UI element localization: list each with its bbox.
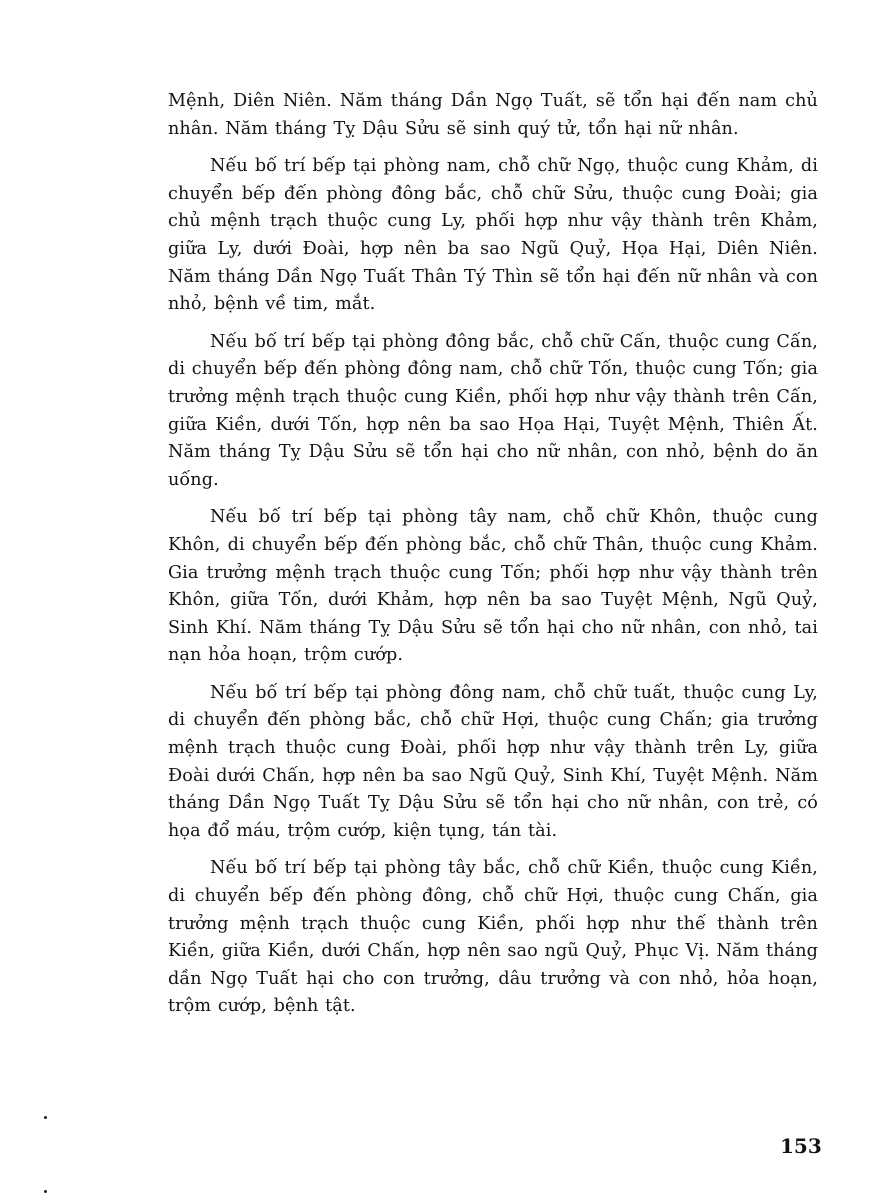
- paragraph-4: Nếu bố trí bếp tại phòng tây nam, chỗ chữ Khôn, thuộc cung Khôn, di chuyển bếp đến phòng bắc, chỗ chữ Thân, thuộc cung Khảm. Gia trưởng mệnh trạch thuộc cung Tốn; phối hợp như vậy thành trên Khôn, giữa Tốn, dưới Khảm, hợp nên ba sao Tuyệt Mệnh, Ngũ Quỷ, Sinh Khí. Năm tháng Tỵ Dậu Sửu sẽ tổn hại cho nữ nhân, con nhỏ, tai nạn hỏa hoạn, trộm cướp.: [168, 507, 818, 666]
- paragraph-2: Nếu bố trí bếp tại phòng nam, chỗ chữ Ngọ, thuộc cung Khảm, di chuyển bếp đến phòng đông bắc, chỗ chữ Sửu, thuộc cung Đoài; gia chủ mệnh trạch thuộc cung Ly, phối hợp như vậy thành trên Khảm, giữa Ly, dưới Đoài, hợp nên ba sao Ngũ Quỷ, Họa Hại, Diên Niên. Năm tháng Dần Ngọ Tuất Thân Tý Thìn sẽ tổn hại đến nữ nhân và con nhỏ, bệnh về tim, mắt.: [168, 156, 818, 315]
- paragraph-1: Mệnh, Diên Niên. Năm tháng Dần Ngọ Tuất, sẽ tổn hại đến nam chủ nhân. Năm tháng Tỵ Dậu Sửu sẽ sinh quý tử, tổn hại nữ nhân.: [168, 91, 818, 139]
- paragraph-6: Nếu bố trí bếp tại phòng tây bắc, chỗ chữ Kiền, thuộc cung Kiền, di chuyển bếp đến phòng đông, chỗ chữ Hợi, thuộc cung Chấn, gia trưởng mệnh trạch thuộc cung Kiền, phối hợp như thế thành trên Kiền, giữa Kiền, dưới Chấn, hợp nên sao ngũ Quỷ, Phục Vị. Năm tháng dần Ngọ Tuất hại cho con trưởng, dâu trưởng và con nhỏ, hỏa hoạn, trộm cướp, bệnh tật.: [168, 858, 818, 1017]
- paragraph-3: Nếu bố trí bếp tại phòng đông bắc, chỗ chữ Cấn, thuộc cung Cấn, di chuyển bếp đến phòng đông nam, chỗ chữ Tốn, thuộc cung Tốn; gia trưởng mệnh trạch thuộc cung Kiền, phối hợp như vậy thành trên Cấn, giữa Kiền, dưới Tốn, hợp nên ba sao Họa Hại, Tuyệt Mệnh, Thiên Ất. Năm tháng Tỵ Dậu Sửu sẽ tổn hại cho nữ nhân, con nhỏ, bệnh do ăn uống.: [168, 331, 818, 490]
- scan-speck-dot: [44, 1116, 47, 1119]
- page-number: 153: [780, 1134, 822, 1158]
- scan-speck-dot: [44, 1190, 47, 1193]
- page-body: [168, 88, 818, 1031]
- paragraph-5: Nếu bố trí bếp tại phòng đông nam, chỗ chữ tuất, thuộc cung Ly, di chuyển đến phòng bắc, chỗ chữ Hợi, thuộc cung Chấn; gia trưởng mệnh trạch thuộc cung Đoài, phối hợp như vậy thành trên Ly, giữa Đoài dưới Chấn, hợp nên ba sao Ngũ Quỷ, Sinh Khí, Tuyệt Mệnh. Năm tháng Dần Ngọ Tuất Tỵ Dậu Sửu sẽ tổn hại cho nữ nhân, con trẻ, có họa đổ máu, trộm cướp, kiện tụng, tán tài.: [168, 682, 818, 841]
